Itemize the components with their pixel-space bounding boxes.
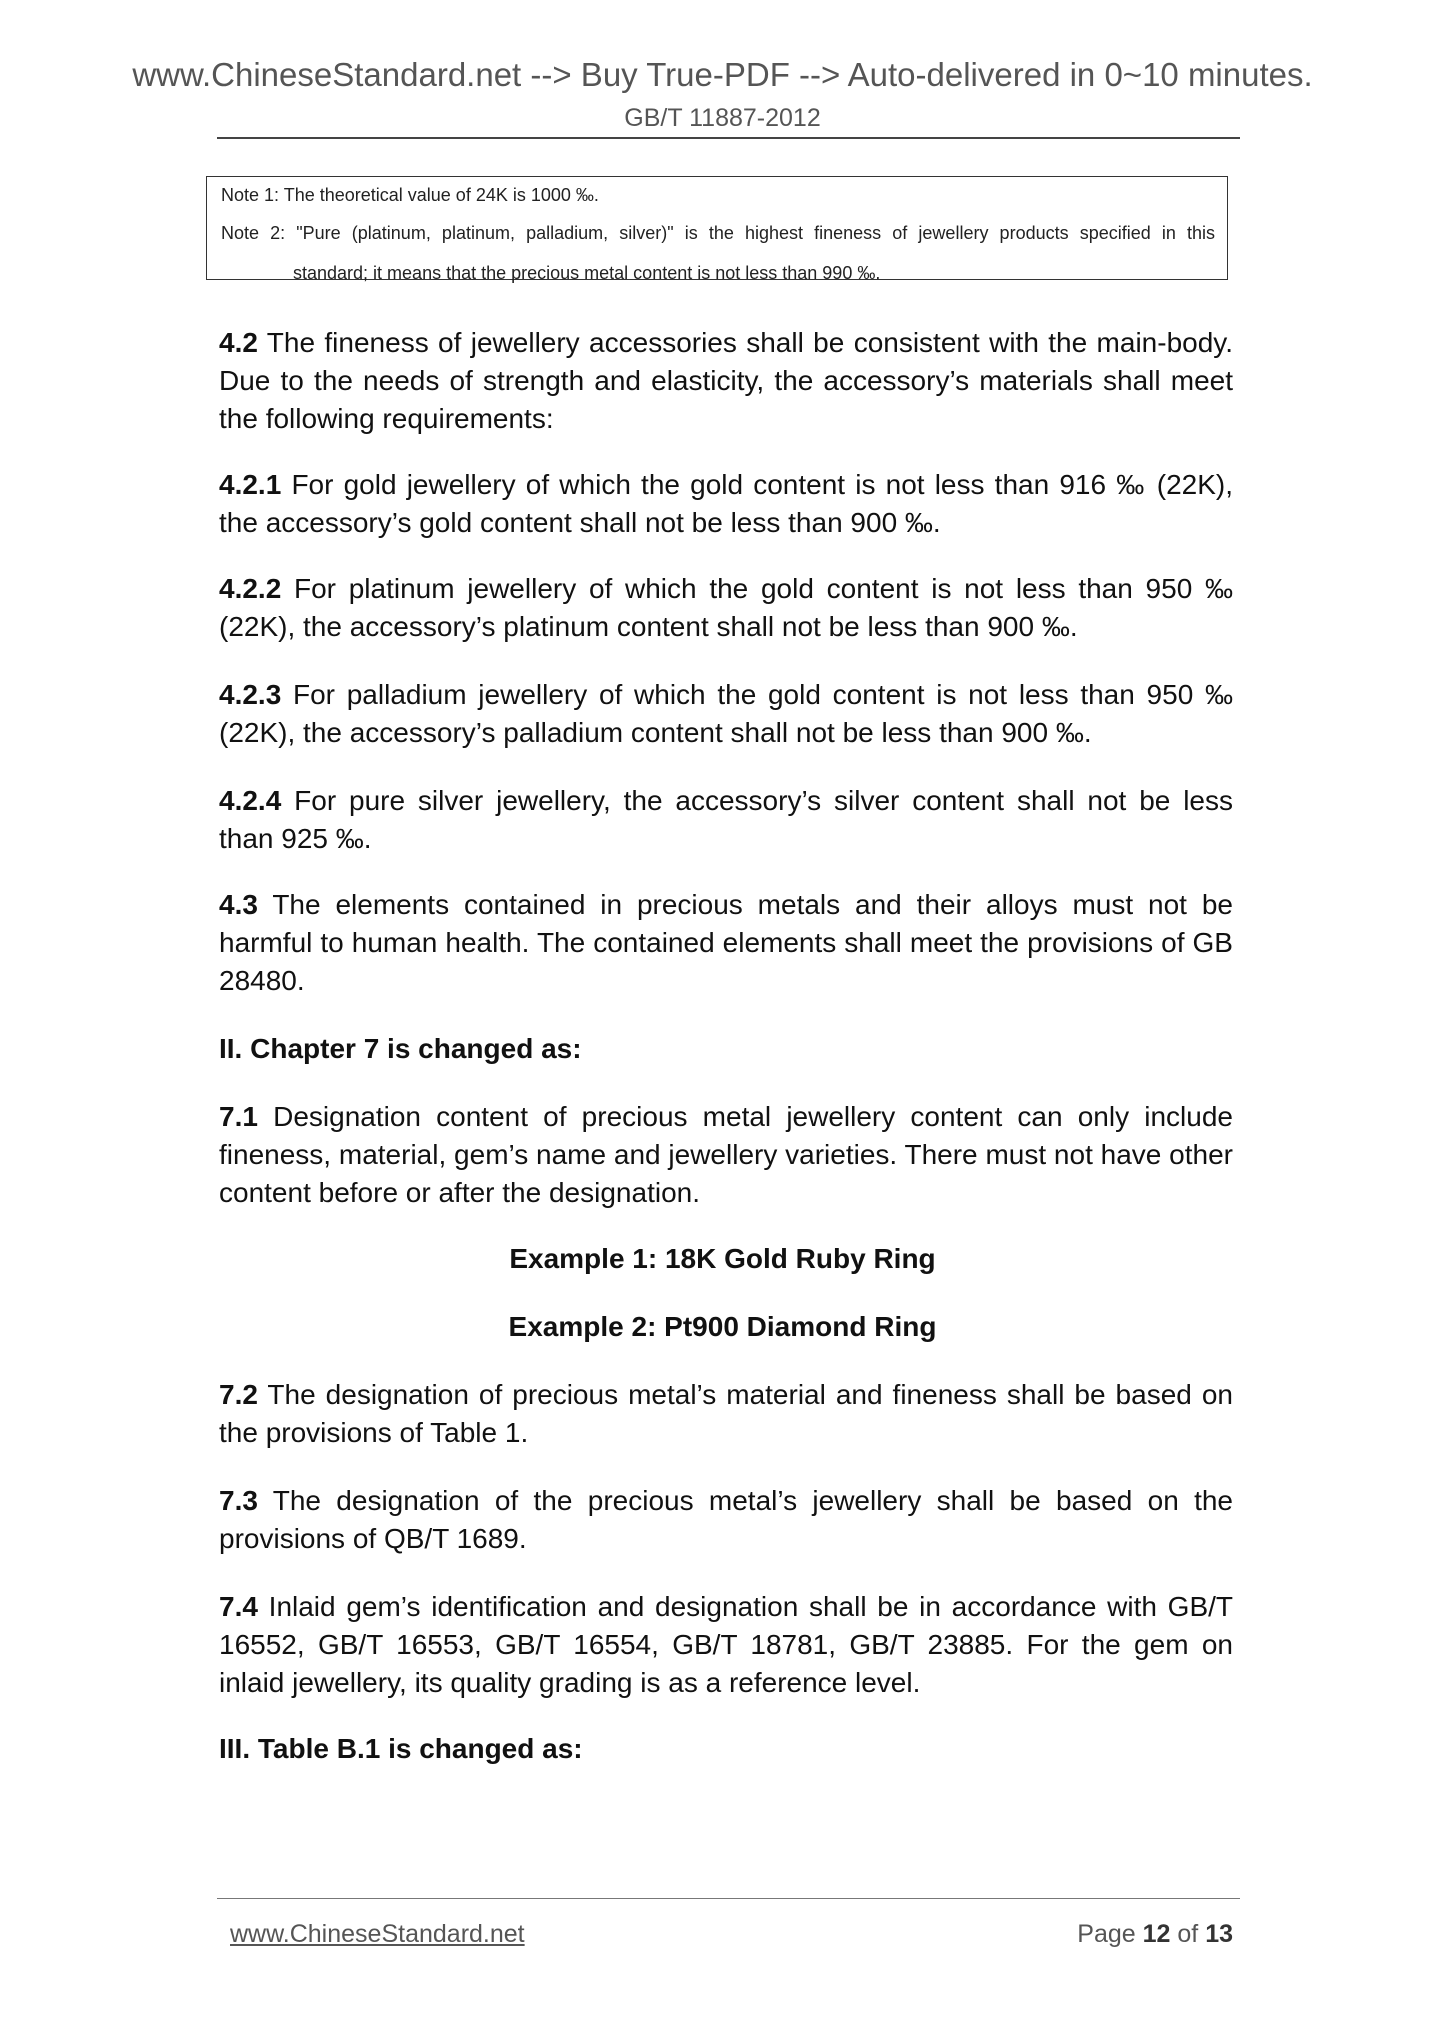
heading-table-b1: III. Table B.1 is changed as: xyxy=(219,1733,583,1764)
document-code: GB/T 11887-2012 xyxy=(624,104,821,132)
clause-number: 7.3 xyxy=(219,1485,258,1516)
clause-number: 7.4 xyxy=(219,1591,258,1622)
clause-number: 4.2.2 xyxy=(219,573,282,604)
clause-text: Designation content of precious metal jewellery content can only include fineness, material, gem’s name and jewellery varieties. There must not have other content before or after the designation. xyxy=(219,1101,1233,1208)
clause-7-3 xyxy=(219,1482,1233,1558)
example-2: Example 2: Pt900 Diamond Ring xyxy=(508,1311,937,1342)
header-divider xyxy=(217,137,1240,139)
clause-number: 4.2.1 xyxy=(219,469,282,500)
clause-number: 4.2.4 xyxy=(219,785,282,816)
page-of: of xyxy=(1170,1920,1206,1948)
clause-number: 4.3 xyxy=(219,889,258,920)
clause-4-3 xyxy=(219,886,1233,1000)
clause-number: 7.1 xyxy=(219,1101,258,1132)
clause-4-2-2 xyxy=(219,570,1233,646)
clause-text: The elements contained in precious metals and their alloys must not be harmful to human health. The contained elements shall meet the provisions of GB 28480. xyxy=(219,889,1233,996)
clause-4-2-4 xyxy=(219,782,1233,858)
clause-text: The designation of precious metal’s material and fineness shall be based on the provisions of Table 1. xyxy=(219,1379,1233,1448)
clause-7-4 xyxy=(219,1588,1233,1702)
page-label: Page xyxy=(1077,1920,1143,1948)
clause-text: For gold jewellery of which the gold content is not less than 916 ‰ (22K), the accessory’s gold content shall not be less than 900 ‰. xyxy=(219,469,1233,538)
note-2: Note 2: "Pure (platinum, platinum, palladium, silver)" is the highest fineness of jewellery products specified in this xyxy=(221,223,1215,243)
clause-4-2-1 xyxy=(219,466,1233,542)
clause-text: For platinum jewellery of which the gold content is not less than 950 ‰ (22K), the accessory’s platinum content shall not be less than 900 ‰. xyxy=(219,573,1233,642)
note-2-continuation: standard; it means that the precious metal content is not less than 990 ‰. xyxy=(293,263,881,283)
heading-chapter-7: II. Chapter 7 is changed as: xyxy=(219,1033,582,1064)
clause-text: For palladium jewellery of which the gold content is not less than 950 ‰ (22K), the accessory’s palladium content shall not be less than 900 ‰. xyxy=(219,679,1233,748)
clause-text: The designation of the precious metal’s jewellery shall be based on the provisions of QB/T 1689. xyxy=(219,1485,1233,1554)
notes-box xyxy=(206,176,1228,283)
footer-divider xyxy=(217,1898,1240,1899)
note-1: Note 1: The theoretical value of 24K is 1000 ‰. xyxy=(221,185,599,205)
page-total: 13 xyxy=(1205,1920,1233,1948)
clause-text: For pure silver jewellery, the accessory’s silver content shall not be less than 925 ‰. xyxy=(219,785,1233,854)
clause-number: 4.2.3 xyxy=(219,679,282,710)
clause-4-2-3 xyxy=(219,676,1233,752)
clause-7-1 xyxy=(219,1098,1233,1212)
header-title: www.ChineseStandard.net --> Buy True-PDF --> Auto-delivered in 0~10 minutes. xyxy=(132,56,1313,93)
clause-text: Inlaid gem’s identification and designation shall be in accordance with GB/T 16552, GB/T 16553, GB/T 16554, GB/T 18781, GB/T 23885. For the gem on inlaid jewellery, its quality grading is as a reference level. xyxy=(219,1591,1233,1698)
clause-number: 7.2 xyxy=(219,1379,258,1410)
clause-number: 4.2 xyxy=(219,327,258,358)
page-indicator xyxy=(1077,1920,1233,1949)
clause-7-2 xyxy=(219,1376,1233,1452)
clause-text: The fineness of jewellery accessories shall be consistent with the main-body. Due to the needs of strength and elasticity, the accessory’s materials shall meet the following requirements: xyxy=(219,327,1233,434)
footer-website-link[interactable]: www.ChineseStandard.net xyxy=(230,1920,525,1948)
page-current: 12 xyxy=(1142,1920,1171,1948)
example-1: Example 1: 18K Gold Ruby Ring xyxy=(509,1243,936,1274)
clause-4-2 xyxy=(219,324,1233,438)
